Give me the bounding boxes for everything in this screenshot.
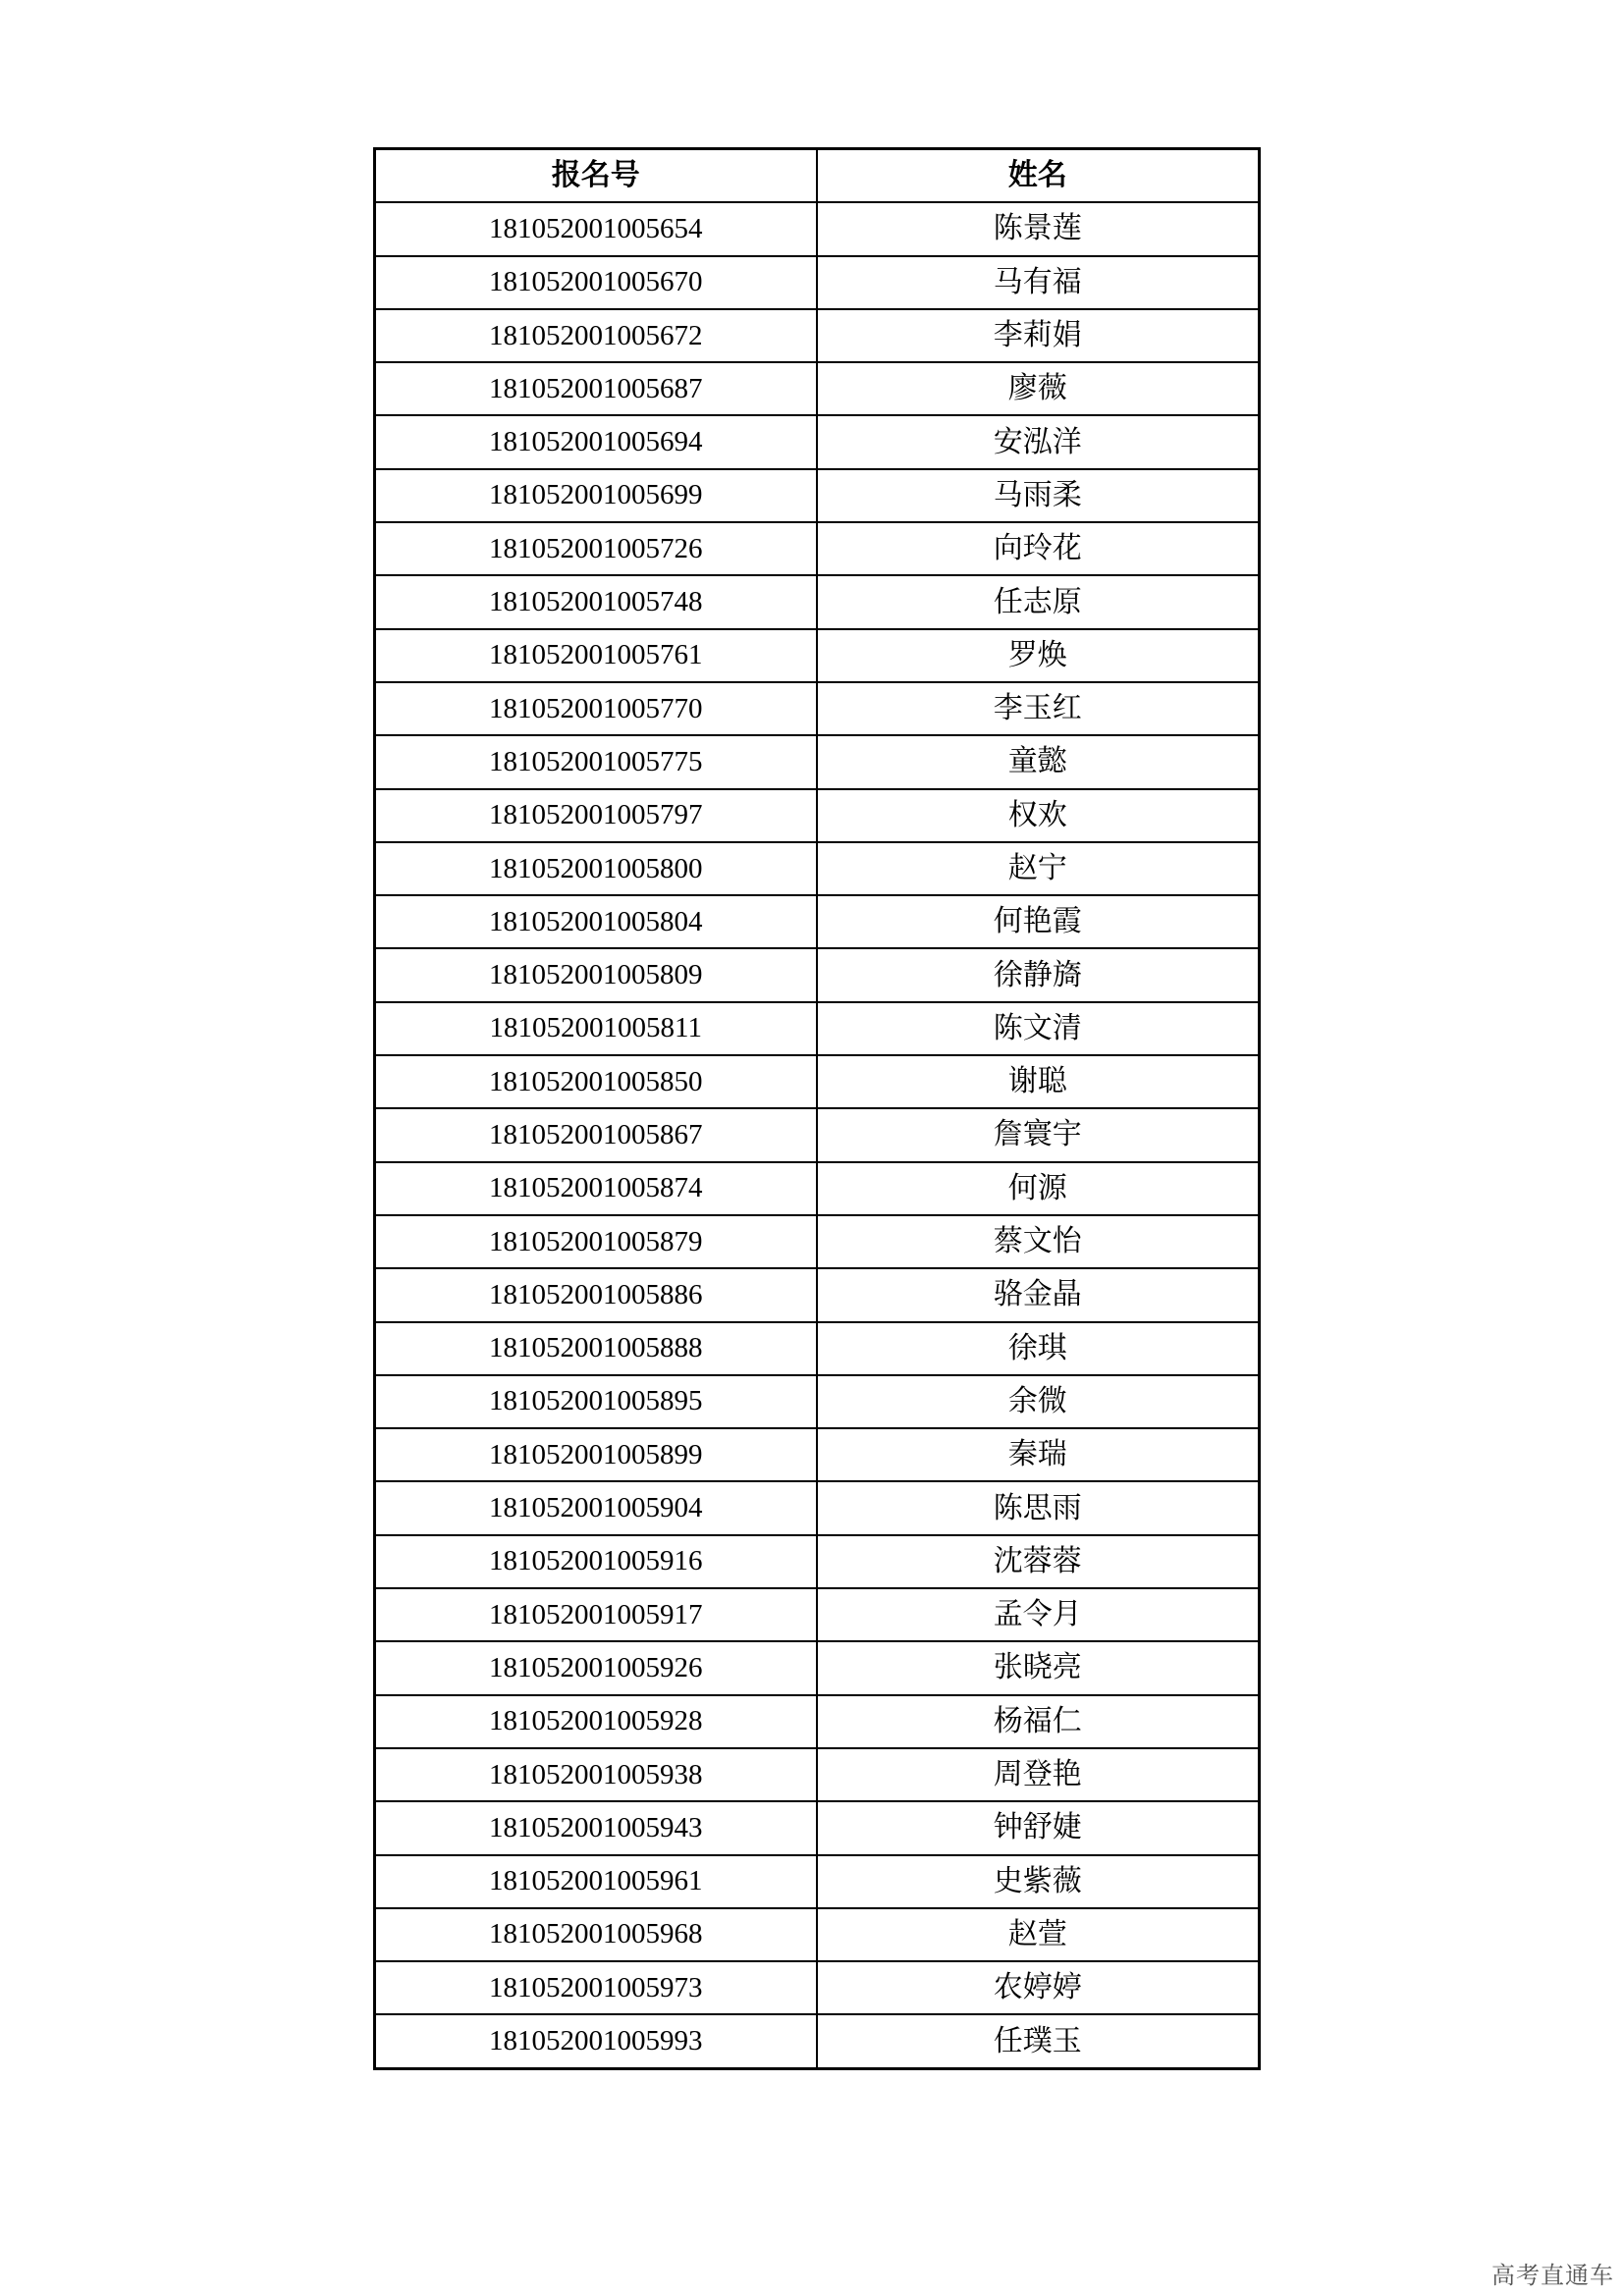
table-row — [375, 1375, 1260, 1428]
table-row — [375, 415, 1260, 468]
name-cell: 秦瑞 — [817, 1428, 1260, 1481]
name-cell: 孟令月 — [817, 1588, 1260, 1641]
table-body — [375, 202, 1260, 2068]
registration-number-cell: 181052001005926 — [375, 1641, 817, 1694]
registration-number-cell: 181052001005879 — [375, 1215, 817, 1268]
name-cell: 马雨柔 — [817, 469, 1260, 522]
registration-number-cell: 181052001005874 — [375, 1162, 817, 1215]
name-cell: 李莉娟 — [817, 309, 1260, 362]
name-cell: 张晓亮 — [817, 1641, 1260, 1694]
name-cell: 詹寰宇 — [817, 1108, 1260, 1161]
registration-number-cell: 181052001005928 — [375, 1695, 817, 1748]
table-row — [375, 256, 1260, 309]
table-row — [375, 735, 1260, 788]
table-row — [375, 1108, 1260, 1161]
registration-number-cell: 181052001005800 — [375, 842, 817, 895]
table-row — [375, 1162, 1260, 1215]
name-cell: 陈思雨 — [817, 1481, 1260, 1534]
table-row — [375, 1641, 1260, 1694]
table-row — [375, 1695, 1260, 1748]
table-row — [375, 842, 1260, 895]
table-row — [375, 1481, 1260, 1534]
registration-number-cell: 181052001005973 — [375, 1961, 817, 2014]
registration-number-cell: 181052001005797 — [375, 789, 817, 842]
name-cell: 周登艳 — [817, 1748, 1260, 1801]
registration-number-cell: 181052001005672 — [375, 309, 817, 362]
name-cell: 陈景莲 — [817, 202, 1260, 255]
registration-number-cell: 181052001005670 — [375, 256, 817, 309]
name-cell: 钟舒婕 — [817, 1801, 1260, 1854]
column-header-name: 姓名 — [817, 149, 1260, 203]
table-row — [375, 1428, 1260, 1481]
registration-number-cell: 181052001005699 — [375, 469, 817, 522]
name-cell: 谢聪 — [817, 1055, 1260, 1108]
registration-number-cell: 181052001005895 — [375, 1375, 817, 1428]
name-cell: 廖薇 — [817, 362, 1260, 415]
table-row — [375, 1961, 1260, 2014]
table-row — [375, 362, 1260, 415]
registration-number-cell: 181052001005867 — [375, 1108, 817, 1161]
registration-number-cell: 181052001005850 — [375, 1055, 817, 1108]
name-cell: 马有福 — [817, 256, 1260, 309]
registration-number-cell: 181052001005770 — [375, 682, 817, 735]
registration-number-cell: 181052001005993 — [375, 2014, 817, 2068]
table-header-row — [375, 149, 1260, 203]
name-cell: 任璞玉 — [817, 2014, 1260, 2068]
table-row — [375, 1268, 1260, 1321]
name-cell: 余微 — [817, 1375, 1260, 1428]
name-cell: 李玉红 — [817, 682, 1260, 735]
name-cell: 史紫薇 — [817, 1855, 1260, 1908]
registration-number-cell: 181052001005654 — [375, 202, 817, 255]
registration-number-cell: 181052001005904 — [375, 1481, 817, 1534]
table-row — [375, 1588, 1260, 1641]
table-row — [375, 1215, 1260, 1268]
name-cell: 何艳霞 — [817, 895, 1260, 948]
admission-list-table — [373, 147, 1261, 2070]
name-cell: 罗焕 — [817, 629, 1260, 682]
table-row — [375, 789, 1260, 842]
name-cell: 赵萱 — [817, 1908, 1260, 1961]
table-row — [375, 522, 1260, 575]
registration-number-cell: 181052001005748 — [375, 575, 817, 628]
table-row — [375, 1002, 1260, 1055]
registration-number-cell: 181052001005916 — [375, 1535, 817, 1588]
name-cell: 陈文清 — [817, 1002, 1260, 1055]
table-row — [375, 1855, 1260, 1908]
name-cell: 童懿 — [817, 735, 1260, 788]
registration-number-cell: 181052001005917 — [375, 1588, 817, 1641]
name-cell: 任志原 — [817, 575, 1260, 628]
name-cell: 蔡文怡 — [817, 1215, 1260, 1268]
name-cell: 赵宁 — [817, 842, 1260, 895]
registration-number-cell: 181052001005775 — [375, 735, 817, 788]
table-row — [375, 682, 1260, 735]
registration-number-cell: 181052001005886 — [375, 1268, 817, 1321]
registration-number-cell: 181052001005809 — [375, 948, 817, 1001]
registration-number-cell: 181052001005938 — [375, 1748, 817, 1801]
table-row — [375, 1801, 1260, 1854]
table-row — [375, 1322, 1260, 1375]
name-cell: 权欢 — [817, 789, 1260, 842]
registration-number-cell: 181052001005968 — [375, 1908, 817, 1961]
registration-number-cell: 181052001005888 — [375, 1322, 817, 1375]
table-row — [375, 895, 1260, 948]
table-row — [375, 1748, 1260, 1801]
registration-number-cell: 181052001005726 — [375, 522, 817, 575]
name-cell: 徐琪 — [817, 1322, 1260, 1375]
name-cell: 向玲花 — [817, 522, 1260, 575]
registration-number-cell: 181052001005943 — [375, 1801, 817, 1854]
table-row — [375, 629, 1260, 682]
name-cell: 杨福仁 — [817, 1695, 1260, 1748]
table-row — [375, 948, 1260, 1001]
table-row — [375, 1055, 1260, 1108]
table-row — [375, 1908, 1260, 1961]
registration-number-cell: 181052001005694 — [375, 415, 817, 468]
name-cell: 何源 — [817, 1162, 1260, 1215]
table-row — [375, 1535, 1260, 1588]
registration-number-cell: 181052001005687 — [375, 362, 817, 415]
name-cell: 骆金晶 — [817, 1268, 1260, 1321]
registration-number-cell: 181052001005899 — [375, 1428, 817, 1481]
watermark-text: 高考直通车 — [1491, 2262, 1614, 2289]
column-header-registration-number: 报名号 — [375, 149, 817, 203]
table-row — [375, 202, 1260, 255]
table-row — [375, 575, 1260, 628]
registration-number-cell: 181052001005811 — [375, 1002, 817, 1055]
name-cell: 农婷婷 — [817, 1961, 1260, 2014]
name-cell: 徐静旖 — [817, 948, 1260, 1001]
table-row — [375, 469, 1260, 522]
registration-number-cell: 181052001005761 — [375, 629, 817, 682]
name-cell: 安泓洋 — [817, 415, 1260, 468]
table-row — [375, 309, 1260, 362]
registration-number-cell: 181052001005961 — [375, 1855, 817, 1908]
registration-number-cell: 181052001005804 — [375, 895, 817, 948]
table-row — [375, 2014, 1260, 2068]
name-cell: 沈蓉蓉 — [817, 1535, 1260, 1588]
